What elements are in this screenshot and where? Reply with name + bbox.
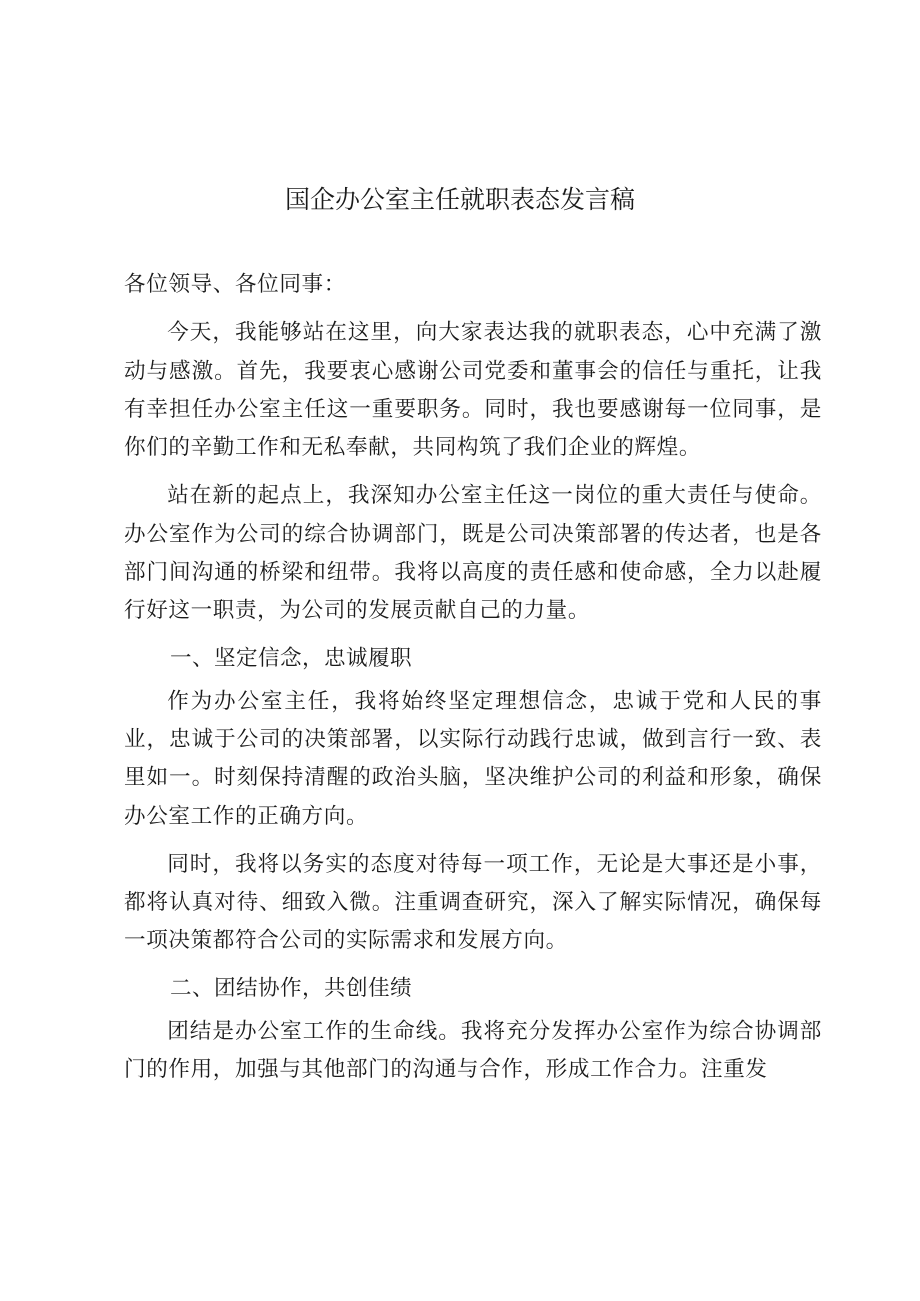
section-1-paragraph-1: 作为办公室主任，我将始终坚定理想信念，忠诚于党和人民的事业，忠诚于公司的决策部署，以实际行动践行忠诚，做到言行一致、表里如一。时刻保持清醒的政治头脑，坚决维护公司的利益和形象，确保办公室工作的正确方向。 (124, 688, 822, 829)
salutation: 各位领导、各位同事： (124, 272, 346, 297)
paragraph-intro: 今天，我能够站在这里，向大家表达我的就职表态，心中充满了激动与感激。首先，我要衷心感谢公司党委和董事会的信任与重托，让我有幸担任办公室主任这一重要职务。同时，我也要感谢每一位同事，是你们的辛勤工作和无私奉献，共同构筑了我们企业的辉煌。 (124, 320, 822, 461)
section-heading-1: 一、坚定信念，忠诚履职 (170, 645, 412, 671)
section-1-paragraph-2: 同时，我将以务实的态度对待每一项工作，无论是大事还是小事，都将认真对待、细致入微。注重调查研究，深入了解实际情况，确保每一项决策都符合公司的实际需求和发展方向。 (124, 851, 822, 954)
section-heading-2: 二、团结协作，共创佳绩 (170, 975, 412, 1001)
section-2-paragraph-1: 团结是办公室工作的生命线。我将充分发挥办公室作为综合协调部门的作用，加强与其他部门的沟通与合作，形成工作合力。注重发 (124, 1018, 822, 1083)
paragraph-responsibility: 站在新的起点上，我深知办公室主任这一岗位的重大责任与使命。办公室作为公司的综合协调部门，既是公司决策部署的传达者，也是各部门间沟通的桥梁和纽带。我将以高度的责任感和使命感，全力以赴履行好这一职责，为公司的发展贡献自己的力量。 (124, 483, 822, 624)
document-body (124, 266, 822, 1089)
document-title: 国企办公室主任就职表态发言稿 (284, 185, 635, 214)
